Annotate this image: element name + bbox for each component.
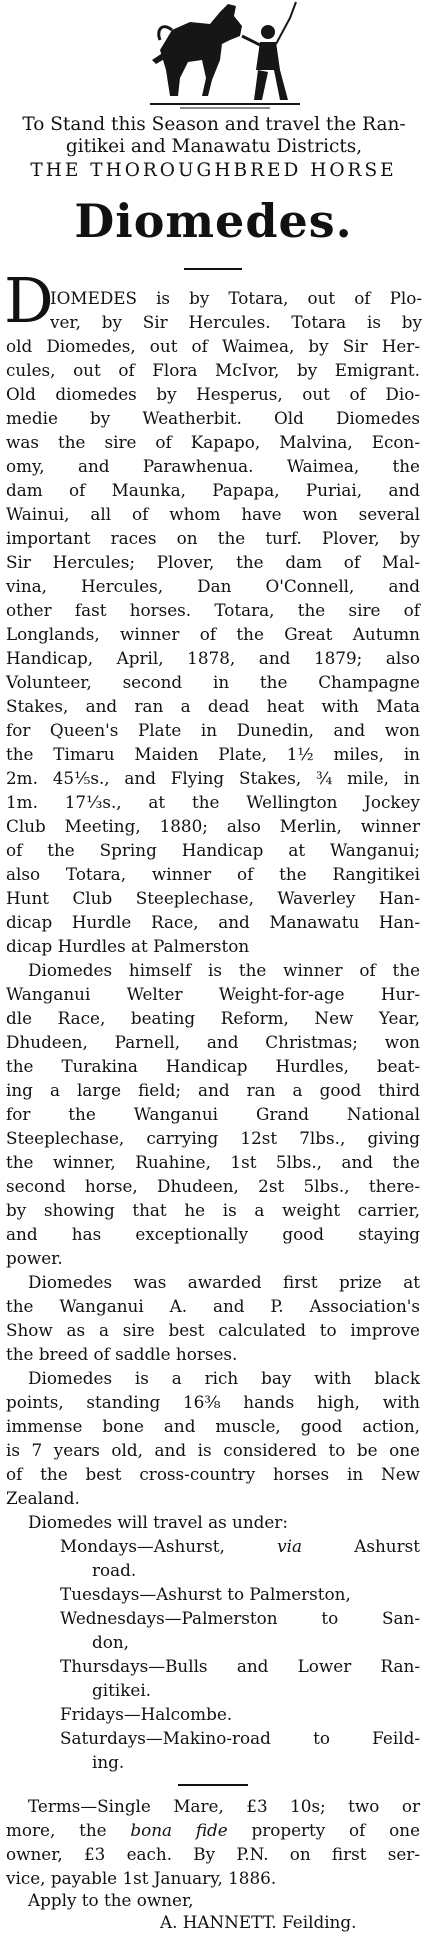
schedule-friday: Fridays—Halcombe. <box>60 1704 233 1724</box>
body-line: of the Spring Handicap at Wanganui; <box>6 840 420 860</box>
body-line: Show as a sire best calculated to improve <box>6 1320 420 1340</box>
body-line: medie by Weatherbit. Old Diomedes <box>6 408 420 428</box>
body-line: Sir Hercules; Plover, the dam of Mal- <box>6 552 420 572</box>
body-line: immense bone and muscle, good action, <box>6 1416 420 1436</box>
body-line: Old diomedes by Hesperus, out of Dio- <box>6 384 420 404</box>
terms-line: owner, £3 each. By P.N. on first ser- <box>6 1844 420 1864</box>
body-line: Club Meeting, 1880; also Merlin, winner <box>6 816 420 836</box>
schedule-monday <box>60 1534 420 1558</box>
body-line: omy, and Parawhenua. Waimea, the <box>6 456 420 476</box>
body-line: Zealand. <box>6 1488 80 1508</box>
terms-text: property of one <box>251 1820 420 1840</box>
body-line: Diomedes himself is the winner of the <box>28 960 420 980</box>
body-line: dicap Hurdle Race, and Manawatu Han- <box>6 912 420 932</box>
body-line: vina, Hercules, Dan O'Connell, and <box>6 576 420 596</box>
body-line: was the sire of Kapapo, Malvina, Econ- <box>6 432 420 452</box>
terms-line <box>6 1818 420 1842</box>
section-divider <box>178 1784 248 1786</box>
terms-text: more, the <box>6 1820 107 1840</box>
body-line: Hunt Club Steeplechase, Waverley Han- <box>6 888 420 908</box>
body-line: Diomedes is a rich bay with black <box>28 1368 420 1388</box>
terms-apply: Apply to the owner, <box>28 1890 194 1910</box>
body-line: is 7 years old, and is considered to be one <box>6 1440 420 1460</box>
schedule-saturday-cont: ing. <box>92 1752 125 1772</box>
signature: A. HANNETT. Feilding. <box>160 1912 357 1932</box>
schedule-tuesday: Tuesdays—Ashurst to Palmerston, <box>60 1584 351 1604</box>
body-line: Stakes, and ran a dead heat with Mata <box>6 696 420 716</box>
header-line-3: THE THOROUGHBRED HORSE <box>30 160 397 181</box>
body-line: for the Wanganui Grand National <box>6 1104 420 1124</box>
body-line: Wanganui Welter Weight-for-age Hur- <box>6 984 420 1004</box>
schedule-thursday-cont: gitikei. <box>92 1680 152 1700</box>
body-line: and has exceptionally good staying <box>6 1224 420 1244</box>
horse-and-groom-engraving-icon <box>150 0 300 112</box>
body-line: the Turakina Handicap Hurdles, beat- <box>6 1056 420 1076</box>
body-line: Longlands, winner of the Great Autumn <box>6 624 420 644</box>
body-line: second horse, Dhudeen, 2st 5lbs., there- <box>6 1176 420 1196</box>
header-line-1: To Stand this Season and travel the Ran- <box>22 114 406 135</box>
body-line: power. <box>6 1248 63 1268</box>
page-title: Diomedes. <box>74 194 353 248</box>
schedule-wednesday-cont: don, <box>92 1632 129 1652</box>
schedule-monday-dest: Ashurst <box>354 1536 420 1556</box>
schedule-thursday: Thursdays—Bulls and Lower Ran- <box>60 1656 420 1676</box>
body-line: by showing that he is a weight carrier, <box>6 1200 420 1220</box>
body-line: the Wanganui A. and P. Association's <box>6 1296 420 1316</box>
body-line: of the best cross-country horses in New <box>6 1464 420 1484</box>
schedule-intro: Diomedes will travel as under: <box>28 1512 288 1532</box>
body-line: other fast horses. Totara, the sire of <box>6 600 420 620</box>
body-line: for Queen's Plate in Dunedin, and won <box>6 720 420 740</box>
body-line: dle Race, beating Reform, New Year, <box>6 1008 420 1028</box>
body-line: also Totara, winner of the Rangitikei <box>6 864 420 884</box>
header-line-2: gitikei and Manawatu Districts, <box>65 136 363 157</box>
drop-cap: D <box>4 264 54 337</box>
body-line: ing a large field; and ran a good third <box>6 1080 420 1100</box>
terms-italic: bona fide <box>130 1820 228 1840</box>
body-line: Wainui, all of whom have won several <box>6 504 420 524</box>
body-line: Dhudeen, Parnell, and Christmas; won <box>6 1032 420 1052</box>
terms-line: Terms—Single Mare, £3 10s; two or <box>28 1796 420 1816</box>
body-line: Diomedes was awarded first prize at <box>28 1272 420 1292</box>
body-line: 1m. 17⅓s., at the Wellington Jockey <box>6 792 420 812</box>
schedule-monday-via: via <box>277 1536 302 1556</box>
body-line: Volunteer, second in the Champagne <box>6 672 420 692</box>
body-line: the Timaru Maiden Plate, 1½ miles, in <box>6 744 420 764</box>
body-line: IOMEDES is by Totara, out of Plo- <box>50 288 422 308</box>
terms-line: vice, payable 1st January, 1886. <box>6 1868 277 1888</box>
title-divider <box>184 268 242 270</box>
body-line: points, standing 16⅜ hands high, with <box>6 1392 420 1412</box>
body-line: Steeplechase, carrying 12st 7lbs., giving <box>6 1128 420 1148</box>
body-line: the winner, Ruahine, 1st 5lbs., and the <box>6 1152 420 1172</box>
schedule-saturday: Saturdays—Makino-road to Feild- <box>60 1728 420 1748</box>
body-line: cules, out of Flora McIvor, by Emigrant. <box>6 360 420 380</box>
schedule-wednesday: Wednesdays—Palmerston to San- <box>60 1608 420 1628</box>
body-line: dicap Hurdles at Palmerston <box>6 936 250 956</box>
body-line: the breed of saddle horses. <box>6 1344 238 1364</box>
body-line: 2m. 45⅕s., and Flying Stakes, ¾ mile, in <box>6 768 420 788</box>
body-line: Handicap, April, 1878, and 1879; also <box>6 648 420 668</box>
body-line: important races on the turf. Plover, by <box>6 528 420 548</box>
schedule-monday-text: Mondays—Ashurst, <box>60 1536 225 1556</box>
body-line: ver, by Sir Hercules. Totara is by <box>50 312 422 332</box>
body-line: old Diomedes, out of Waimea, by Sir Her- <box>6 336 420 356</box>
body-line: dam of Maunka, Papapa, Puriai, and <box>6 480 420 500</box>
schedule-monday-cont: road. <box>92 1560 137 1580</box>
